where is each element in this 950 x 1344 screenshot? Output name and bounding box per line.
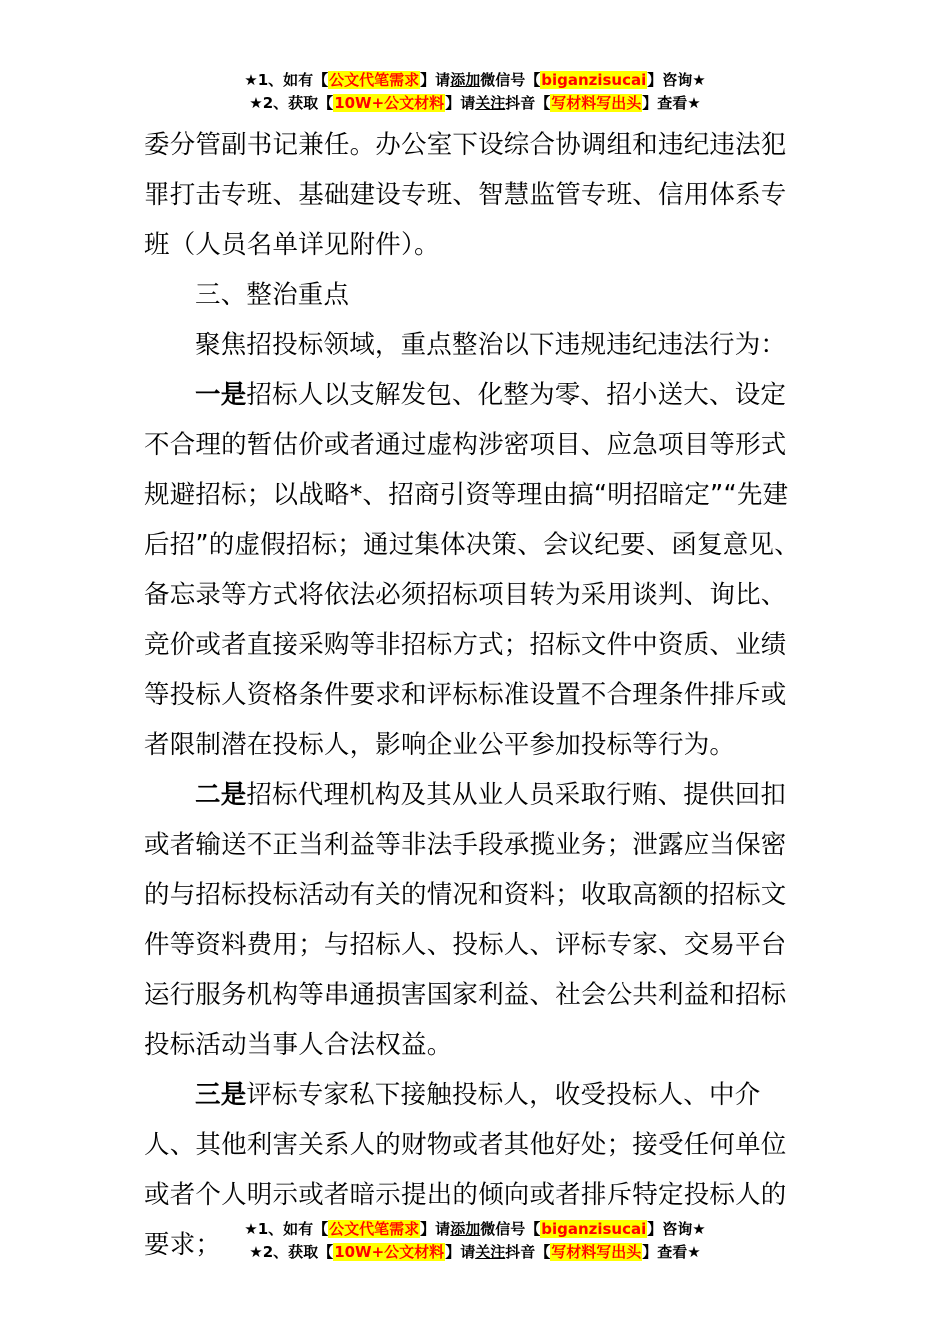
list-item-3: 三是评标专家私下接触投标人，收受投标人、中介人、其他利害关系人的财物或者其他好处；接受任何单位或者个人明示或者暗示提出的倾向或者排斥特定投标人的要求； — [144, 1080, 787, 1260]
item-lead-1: 一是 — [195, 380, 247, 410]
item-lead-2: 二是 — [195, 780, 247, 810]
banner-line-2: ★2、获取【10W+公文材料】请关注抖音【写材料写出头】查看★ — [249, 94, 701, 112]
footer-line-1: ★1、如有【公文代笔需求】请添加微信号【biganzisucai】咨询★ — [244, 1220, 706, 1238]
list-item-1: 一是招标人以支解发包、化整为零、招小送大、设定不合理的暂估价或者通过虚构涉密项目、应急项目等形式规避招标；以战略*、招商引资等理由搞“明招暗定”“先建后招”的虚假招标；通过集体决策、会议纪要、函复意见、备忘录等方式将依法必须招标项目转为采用谈判、询比、竞价或者直接采购等非招标方式；招标文件中资质、业绩等投标人资格条件要求和评标标准设置不合理条件排斥或者限制潜在投标人，影响企业公平参加投标等行为。 — [144, 380, 800, 760]
footer-banner — [0, 1218, 950, 1264]
section-heading-3: 三、整治重点 — [195, 280, 350, 310]
item-lead-3: 三是 — [195, 1080, 247, 1110]
highlight-douyin-id: 写材料写出头 — [551, 94, 642, 112]
paragraph-intro: 聚焦招投标领域，重点整治以下违规违纪违法行为： — [195, 330, 787, 360]
paragraph-office-setup: 委分管副书记兼任。办公室下设综合协调组和违纪违法犯罪打击专班、基础建设专班、智慧监管专班、信用体系专班（人员名单详见附件）。 — [144, 130, 787, 260]
list-item-2: 二是招标代理机构及其从业人员采取行贿、提供回扣或者输送不正当利益等非法手段承揽业务；泄露应当保密的与招标投标活动有关的情况和资料；收取高额的招标文件等资料费用；与招标人、投标人、评标专家、交易平台运行服务机构等串通损害国家利益、社会公共利益和招标投标活动当事人合法权益。 — [144, 780, 787, 1060]
highlight-wechat-id: biganzisucai — [541, 71, 647, 89]
footer-line-2: ★2、获取【10W+公文材料】请关注抖音【写材料写出头】查看★ — [249, 1243, 701, 1261]
highlight-materials: 10W+公文材料 — [334, 94, 445, 112]
header-banner — [0, 69, 950, 115]
banner-line-1: ★1、如有【公文代笔需求】请添加微信号【biganzisucai】咨询★ — [244, 71, 706, 89]
highlight-service: 公文代笔需求 — [329, 71, 420, 89]
document-body — [144, 120, 806, 1270]
